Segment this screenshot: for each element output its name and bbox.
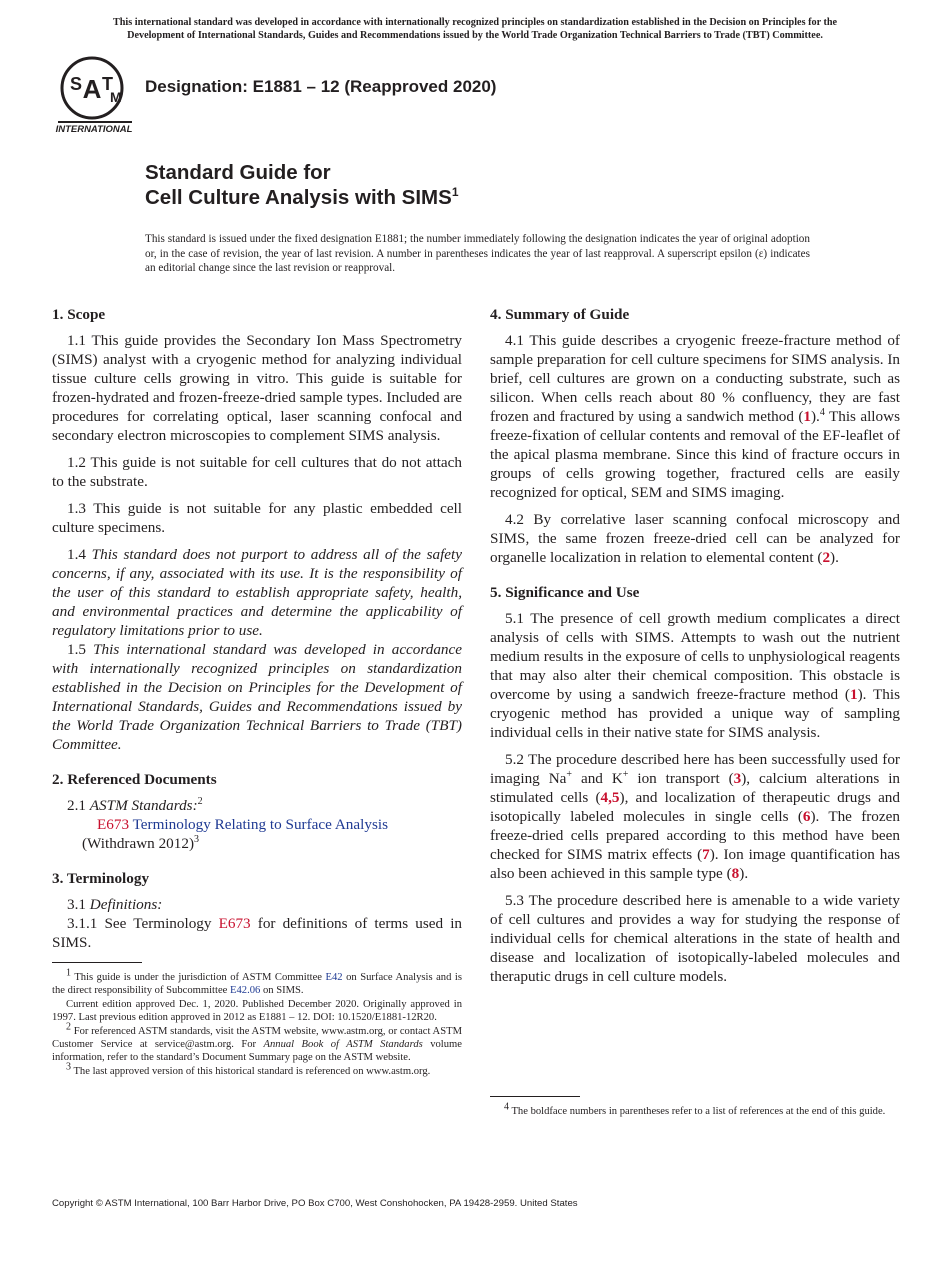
link-terminology-surface-analysis[interactable]: Terminology Relating to Surface Analysis — [132, 816, 388, 833]
paragraph-5-2: 5.2 The procedure described here has been successfully used for imaging Na+ and K+ ion transport (3), calcium alterations in stimulated cells (4,5), and localization of therapeutic drugs and isotopically labeled molecules in single cells (6). The frozen freeze-dried cells prepared according to this method have been checked for SIMS matrix effects (7). Ion image quantification has also been achieved in this sample type (8). — [490, 751, 901, 882]
issuance-note: This standard is issued under the fixed designation E1881; the number immediately following the designation indicates the year of original adoption or, in the case of revision, the year of last revision. A number in parentheses indicates the year of last reapproval. A superscript epsilon (ε) indicates an editorial change since the last revision or reapproval. — [145, 233, 810, 275]
svg-text:T: T — [102, 74, 113, 94]
footnotes-right — [490, 1096, 900, 1118]
link-e673-terminology[interactable]: E673 — [218, 915, 251, 932]
title-footnote-ref[interactable]: 1 — [451, 185, 459, 200]
footnote-1: $^1$ This guide is under the jurisdiction of ASTM Committee E42 on Surface Analysis and is the direct responsibility of Subcommittee E42.06 on SIMS. — [52, 967, 462, 997]
paragraph-5-1: 5.1 The presence of cell growth medium complicates a direct analysis of cells with SIMS. Attempts to wash out the nutrient medium results in the exposure of cells to unphysiological reagents that may also alter their chemical composition. This obstacle is overcome by using a sandwich freeze-fracture method (1). This cryogenic method has provided a unique way of sampling individual cells in their native state for SIMS analysis. — [490, 610, 900, 741]
banner-line-2: Development of International Standards, Guides and Recommendations issued by the World Trade Organization Technical Barriers to Trade (TBT) Committee. — [127, 30, 823, 41]
footnote-divider-right — [490, 1096, 580, 1097]
paragraph-3-1: 3.1 Definitions: — [67, 896, 163, 913]
footnote-2: $^2$ For referenced ASTM standards, visit the ASTM website, www.astm.org, or contact ASTM Customer Service at service@astm.org. For Annual Book of ASTM Standards volume information, refer to the standard’s Document Summary page on the ASTM website. — [52, 1021, 462, 1064]
banner-line-1: This international standard was developed in accordance with internationally recognized principles on standardization established in the Decision on Principles for the — [112, 17, 838, 28]
paragraph-1-2: 1.2 This guide is not suitable for cell cultures that do not attach to the substrate. — [52, 454, 462, 490]
logo-text: INTERNATIONAL — [55, 124, 133, 134]
paragraph-1-3: 1.3 This guide is not suitable for any plastic embedded cell culture specimens. — [52, 500, 462, 536]
footnote-divider — [52, 962, 142, 963]
page-title — [145, 160, 459, 210]
title-line-1: Standard Guide for — [145, 161, 331, 184]
designation: Designation: E1881 – 12 (Reapproved 2020) — [145, 77, 497, 96]
ref-link-7[interactable]: 7 — [702, 846, 710, 863]
section-heading-summary: 4. Summary of Guide — [490, 306, 630, 323]
link-e42-06[interactable]: E42.06 — [230, 985, 261, 997]
paragraph-2-1: 2.1 ASTM Standards:$^2$ — [67, 795, 203, 814]
title-line-2: Cell Culture Analysis with SIMS$^1$ — [145, 185, 459, 209]
section-heading-referenced: 2. Referenced Documents — [52, 771, 217, 788]
copyright-footer: Copyright © ASTM International, 100 Barr Harbor Drive, PO Box C700, West Conshohocken, PA 19428-2959. United States — [52, 1198, 578, 1209]
section-heading-significance: 5. Significance and Use — [490, 584, 640, 601]
ref-link-6[interactable]: 6 — [802, 808, 811, 825]
paragraph-1-5: 1.5 This international standard was developed in accordance with internationally recognized principles on standardization established in the Decision on Principles for the Development of International Standards, Guides and Recommendations issued by the World Trade Organization Technical Barriers to Trade (TBT) Committee. — [52, 641, 463, 753]
ref-link-4-5[interactable]: 4,5 — [600, 789, 620, 806]
paragraph-3-1-1: 3.1.1 See Terminology E673 for definitions of terms used in SIMS. — [52, 915, 463, 951]
footnotes-left — [52, 962, 462, 1078]
astm-logo-icon — [52, 56, 136, 134]
ref-link-1[interactable]: 1 — [803, 408, 811, 425]
link-e42[interactable]: E42 — [325, 972, 343, 983]
ref-link-1b[interactable]: 1 — [849, 686, 858, 703]
svg-text:S: S — [70, 74, 83, 94]
section-heading-scope: 1. Scope — [52, 306, 106, 323]
footnote-4: $^4$ The boldface numbers in parentheses refer to a list of references at the end of this guide. — [504, 1101, 886, 1117]
footnote-1-edition: Current edition approved Dec. 1, 2020. Published December 2020. Originally approved in 1997. Last previous edition approved in 2012 as E1881 – 12. DOI: 10.1520/E1881-12R20. — [52, 998, 462, 1024]
paragraph-5-3: 5.3 The procedure described here is amenable to a wide variety of cell cultures and provides a way for studying the response of individual cells for chemical alterations in the state of health and disease and localization of isotopically-labeled molecules and theraputic drugs in cell culture models. — [490, 892, 900, 985]
section-heading-terminology: 3. Terminology — [52, 870, 150, 887]
ref-link-8[interactable]: 8 — [731, 865, 740, 882]
footnote-3: $^3$ The last approved version of this historical standard is referenced on www.astm.org. — [66, 1061, 431, 1077]
svg-text:A: A — [82, 74, 102, 104]
ref-link-2[interactable]: 2 — [822, 549, 831, 566]
standard-notice-banner — [30, 16, 920, 42]
left-column — [52, 305, 462, 952]
right-column — [490, 305, 900, 986]
reference-e673: E673 Terminology Relating to Surface Analysis (Withdrawn 2012)$^3$ — [82, 816, 388, 852]
paragraph-1-4: 1.4 This standard does not purport to address all of the safety concerns, if any, associated with its use. It is the responsibility of the user of this standard to establish appropriate safety, health, and environmental practices and determine the applicability of regulatory limitations prior to use. — [52, 546, 463, 639]
svg-text:M: M — [110, 89, 122, 105]
paragraph-4-1: 4.1 This guide describes a cryogenic freeze-fracture method of sample preparation for cell culture specimens for SIMS analysis. In brief, cell cultures are grown on a conducting substrate, such as silicon. When cells reach about 80 % confluency, they are fast frozen and fractured by using a sandwich method (1).$^4$ This allows freeze-fixation of cellular contents and removal of the EF-leaflet of the apical plasma membrane. Since this kind of fracture occurs in groups of cells growing together, fractured cells are easily recognized for optical, SEM and SIMS imaging. — [490, 332, 900, 501]
link-e673[interactable]: E673 — [97, 816, 130, 833]
paragraph-1-1: 1.1 This guide provides the Secondary Ion Mass Spectrometry (SIMS) analyst with a cryogenic method for analyzing individual tissue culture cells growing in vitro. This guide is suitable for frozen-hydrated and frozen-freeze-dried sample types. Included are procedures for correlating optical, laser scanning confocal and secondary electron microscopies to complement SIMS analysis. — [52, 332, 462, 444]
ref-link-3[interactable]: 3 — [733, 770, 742, 787]
paragraph-4-2: 4.2 By correlative laser scanning confocal microscopy and SIMS, the same frozen freeze-dried cell can be analyzed for organelle localization in relation to elemental content (2). — [490, 511, 900, 566]
